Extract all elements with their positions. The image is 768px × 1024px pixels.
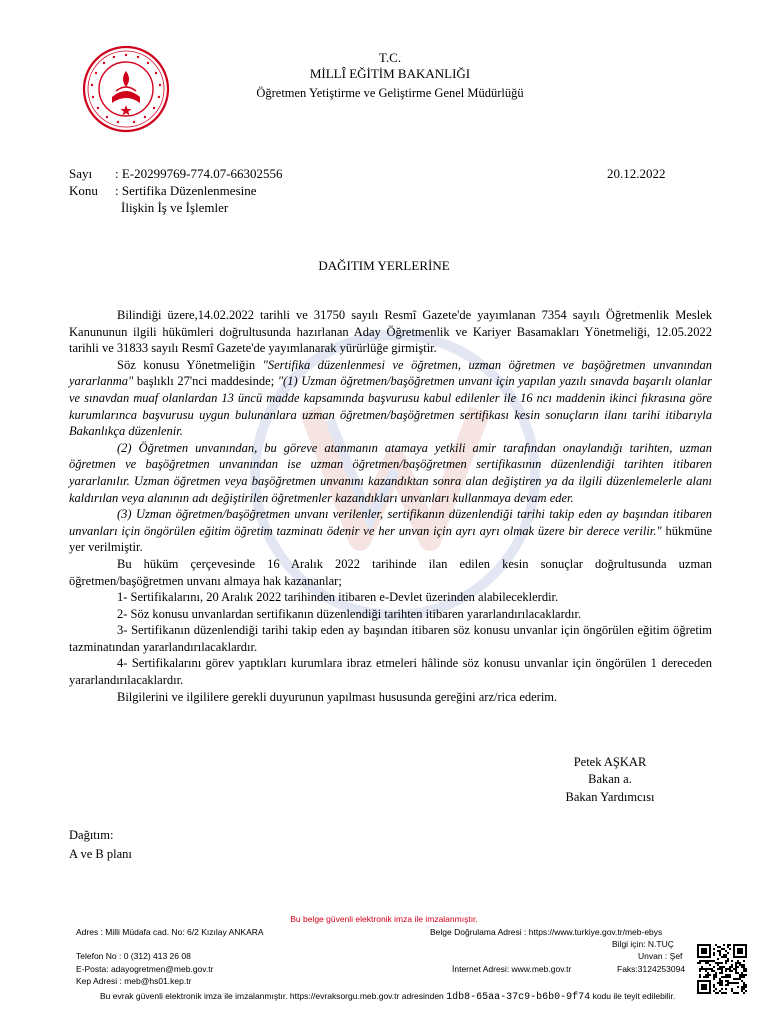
- esign-notice: Bu belge güvenli elektronik imza ile imzalanmıştır.: [290, 914, 478, 924]
- footer-phone: Telefon No : 0 (312) 413 26 08: [76, 951, 191, 961]
- list-item-1: 1- Sertifikalarını, 20 Aralık 2022 tarihinden itibaren e-Devlet üzerinden alabileceklerdir.: [117, 590, 559, 605]
- verification-code: 1db8-65aa-37c9-b6b0-9f74: [446, 992, 591, 1003]
- qr-code-icon: [697, 944, 747, 994]
- footer-fax: Faks:3124253094: [617, 964, 686, 974]
- header-tc: T.C.: [378, 50, 402, 65]
- konu-line-2: İlişkin İş ve İşlemler: [121, 200, 229, 215]
- meb-seal-logo: [82, 45, 170, 133]
- distribution-value: A ve B planı: [69, 847, 132, 861]
- header-ministry: MİLLÎ EĞİTİM BAKANLIĞI: [309, 66, 471, 81]
- list-item-4: 4- Sertifikalarını görev yaptıkları kurumlara ibraz etmeleri hâlinde söz konusu unvanlar için öngörülen 1 dereceden yararlandırılacaklardır.: [69, 656, 712, 688]
- konu-label: Konu: [69, 183, 98, 198]
- distribution-label: Dağıtım:: [69, 828, 114, 842]
- paragraph-4: (3) Uzman öğretmen/başöğretmen unvanı verilenler, sertifikanın düzenlendiği tarihi takip eden ay başından itibaren unvanları için öngörülen eğitim öğretim tazminatı ödenir ve her unvan için ayrı ayrı olmak üzere bir derece verilir." hükmüne yer verilmiştir.: [69, 507, 712, 555]
- footer-address: Adres : Milli Müdafa cad. No: 6/2 Kızılay ANKARA: [76, 927, 264, 937]
- paragraph-2: Söz konusu Yönetmeliğin "Sertifika düzenlenmesi ve öğretmen, uzman öğretmen ve başöğretmen unvanından yararlanma" başlıklı 27'nci maddesinde; "(1) Uzman öğretmen/başöğretmen unvanı için yapılan yazılı sınavda başarılı olanlar ve sınavdan muaf olanlardan 13 üncü madde kapsamında başvurusu kabul edilenler ile 16 ncı maddenin ikinci fıkrasına göre kurumlarınca başvurusu uygun bulunanlara uzman öğretmen/başöğretmen sertifikası kesin sonuçların ilanı tarihi itibarıyla Bakanlıkça düzenlenir.: [69, 357, 712, 439]
- signatory-title-2: Bakan Yardımcısı: [565, 790, 655, 804]
- list-item-3: 3- Sertifikanın düzenlendiği tarihi takip eden ay başından itibaren söz konusu unvanlar için öngörülen eğitim öğretim tazminatından yararlandırılacaklardır.: [69, 623, 712, 654]
- footer-unvan: Unvan : Şef: [638, 951, 683, 961]
- signatory-name: Petek AŞKAR: [573, 755, 647, 769]
- signatory-title-1: Bakan a.: [588, 772, 632, 786]
- konu-line-1: : Sertifika Düzenlenmesine: [115, 183, 257, 198]
- paragraph-1: Bilindiği üzere,14.02.2022 tarihli ve 31750 sayılı Resmî Gazete'de yayımlanan 7354 sayılı Öğretmenlik Meslek Kanununun ilgili hükümleri doğrultusunda hazırlanan Aday Öğretmenlik ve Kariyer Basamakları Yönetmeliği, 12.05.2022 tarihli ve 31833 sayılı Resmî Gazete'de yayımlanarak yürürlüğe girmiştir.: [69, 308, 712, 356]
- footer-verify-line: Bu evrak güvenli elektronik imza ile imzalanmıştır. https://evraksorgu.meb.gov.tr adresinden 1db8-65aa-37c9-b6b0-9f74 kodu ile teyit edilebilir.: [100, 991, 676, 1003]
- paragraph-5: Bu hüküm çerçevesinde 16 Aralık 2022 tarihinde ilan edilen kesin sonuçlar doğrultusunda uzman öğretmen/başöğretmen unvanı almaya hak kazananlar;: [69, 556, 712, 588]
- list-item-2: 2- Söz konusu unvanlardan sertifikanın düzenlendiği tarihten itibaren yararlandırılacaklardır.: [117, 606, 582, 621]
- footer-info: Bilgi için: N.TUÇ: [612, 939, 674, 949]
- footer-internet[interactable]: İnternet Adresi: www.meb.gov.tr: [452, 964, 572, 974]
- letter-body: [69, 307, 712, 705]
- paragraph-3: (2) Öğretmen unvanından, bu göreve atanmanın atamaya yetkili amir tarafından onaylandığı tarihten, uzman öğretmen ve başöğretmen unvanından ise uzman öğretmen/başöğretmen sertifikasının düzenlendiği tarihten itibaren yararlanılır. Uzman öğretmen veya başöğretmen unvanını kazandıktan sonra alan değiştiren ya da ilgili düzenlemelerle alanı kaldırılan veya alanının adı değiştirilen öğretmenler kazandıkları unvanları kullanmaya devam eder.: [69, 440, 712, 505]
- footer-kep: Kep Adresi : meb@hs01.kep.tr: [76, 976, 192, 986]
- footer-email[interactable]: E-Posta: adayogretmen@meb.gov.tr: [76, 964, 214, 974]
- sayi-value: : E-20299769-774.07-66302556: [115, 166, 283, 181]
- footer-verify-url[interactable]: Belge Doğrulama Adresi : https://www.turkiye.gov.tr/meb-ebys: [430, 927, 663, 937]
- recipient-heading: DAĞITIM YERLERİNE: [318, 258, 450, 273]
- header-department: Öğretmen Yetiştirme ve Geliştirme Genel Müdürlüğü: [256, 86, 524, 100]
- document-date: 20.12.2022: [607, 166, 666, 181]
- closing-sentence: Bilgilerini ve ilgililere gerekli duyurunun yapılması hususunda gereğini arz/rica ederim.: [117, 689, 558, 704]
- sayi-label: Sayı: [69, 166, 93, 181]
